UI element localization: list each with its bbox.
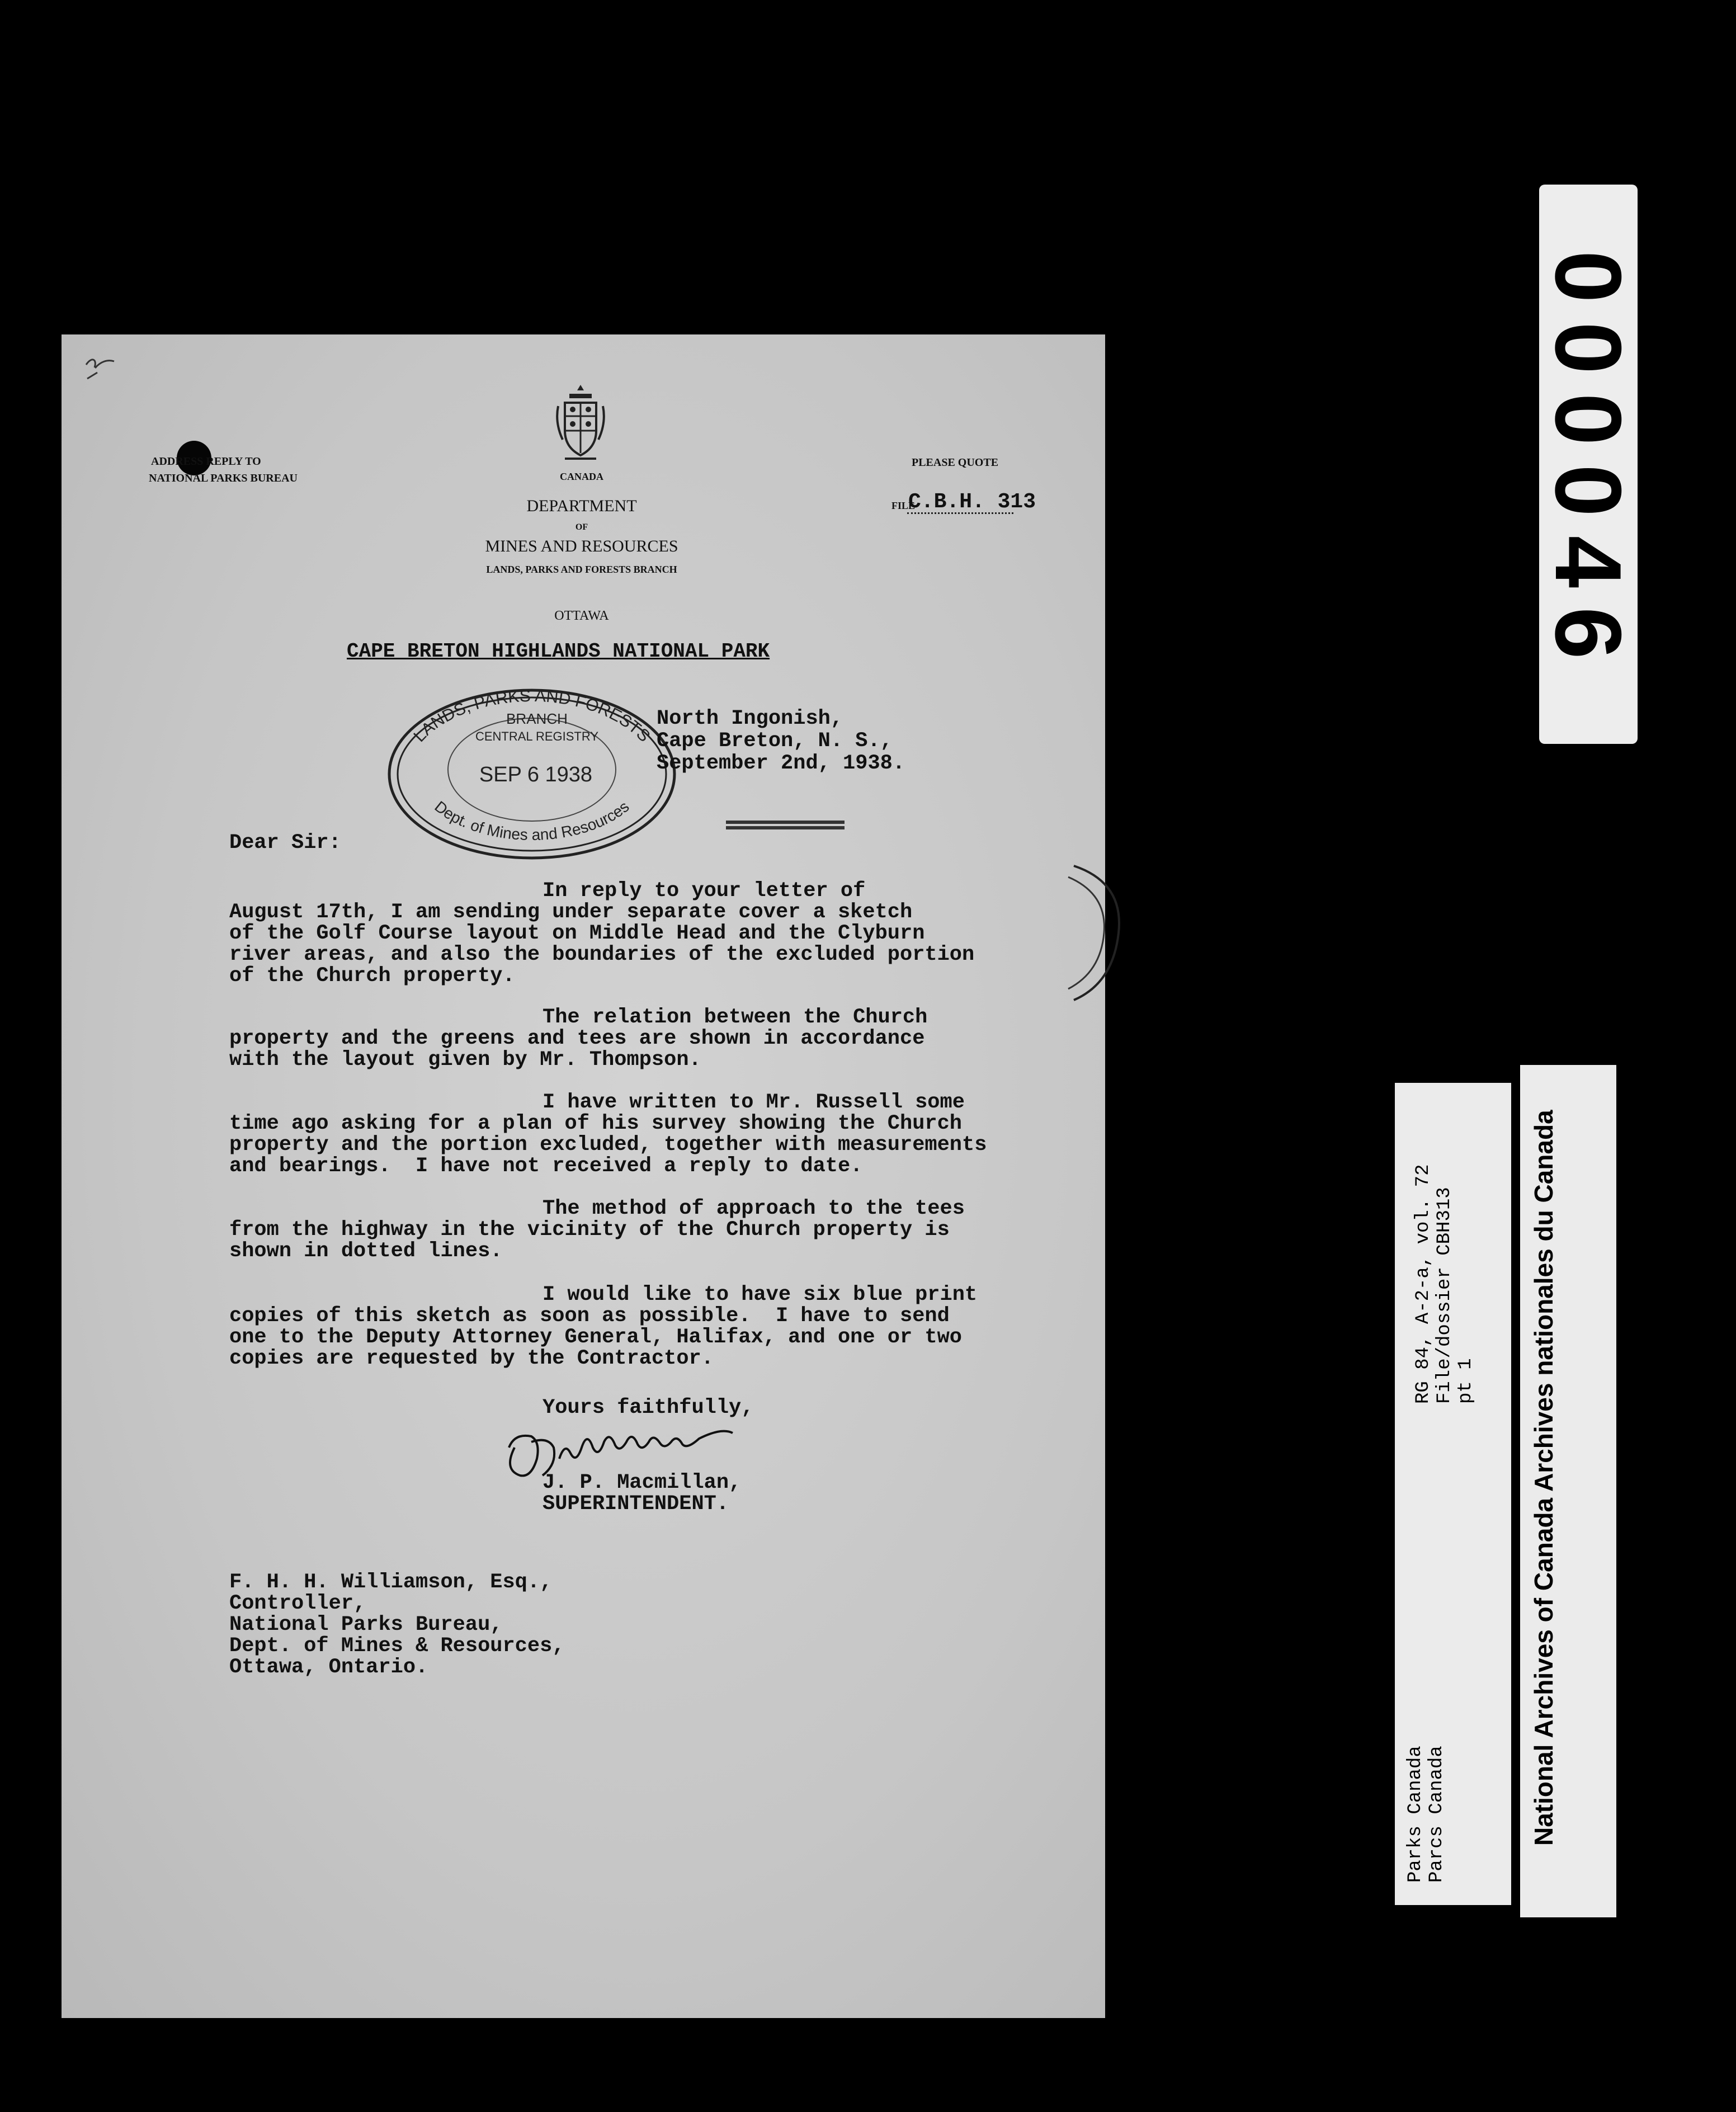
edge-partial-stamp (1063, 855, 1124, 1011)
para3-line: and bearings. I have not received a reply to date. (229, 1154, 863, 1178)
header-city: OTTAWA (554, 609, 609, 623)
para1-line: river areas, and also the boundaries of the excluded portion (229, 943, 975, 967)
coat-of-arms-icon (553, 381, 608, 465)
struck-out-scrawl (724, 814, 847, 831)
para5-line: copies are requested by the Contractor. (229, 1347, 714, 1370)
para5-line: copies of this sketch as soon as possible. I have to send (229, 1304, 950, 1328)
archive-agency-text: Parks Canada Parcs Canada (1405, 1746, 1447, 1883)
address-reply-bureau: NATIONAL PARKS BUREAU (149, 472, 298, 484)
letter-page (62, 334, 1105, 2018)
para3-line: property and the portion excluded, together with measurements (229, 1133, 987, 1157)
para1-line: August 17th, I am sending under separate cover a sketch (229, 901, 913, 924)
file-label: FILE (891, 500, 916, 511)
header-of: OF (575, 522, 588, 532)
park-title: CAPE BRETON HIGHLANDS NATIONAL PARK (347, 640, 770, 663)
para2-line: The relation between the Church (542, 1006, 928, 1029)
please-quote-label: PLEASE QUOTE (912, 456, 999, 469)
header-department: DEPARTMENT (526, 497, 637, 515)
address-reply-line: ADDRESS REPLY TO (151, 455, 261, 468)
recipient-line: Controller, (229, 1592, 366, 1615)
recipient-line: Ottawa, Ontario. (229, 1656, 428, 1679)
para2-line: with the layout given by Mr. Thompson. (229, 1048, 701, 1072)
header-mines-resources: MINES AND RESOURCES (485, 537, 678, 555)
file-dotted-line (907, 512, 1013, 514)
para3-line: time ago asking for a plan of his survey showing the Church (229, 1112, 963, 1135)
stamp-date: SEP 6 1938 (479, 763, 593, 786)
salutation: Dear Sir: (229, 831, 341, 855)
place-line-1: North Ingonish, (657, 707, 843, 730)
svg-text:Dept. of Mines and Resources (431, 798, 632, 843)
stamp-registry: CENTRAL REGISTRY (475, 729, 599, 743)
para2-line: property and the greens and tees are shown in accordance (229, 1027, 925, 1050)
recipient-line: Dept. of Mines & Resources, (229, 1634, 565, 1658)
header-branch: LANDS, PARKS AND FORESTS BRANCH (486, 564, 677, 575)
frame-number: 000046 (1536, 250, 1641, 678)
margin-pencil-mark (75, 348, 120, 393)
stamp-arc-bottom: Dept. of Mines and Resources (431, 798, 633, 843)
place-line-2: Cape Breton, N. S., (657, 729, 893, 753)
para1-line: of the Golf Course layout on Middle Head and the Clyburn (229, 922, 925, 945)
para4-line: from the highway in the vicinity of the Church property is (229, 1218, 950, 1242)
file-number: C.B.H. 313 (908, 490, 1036, 514)
para5-line: one to the Deputy Attorney General, Halifax, and one or two (229, 1326, 963, 1349)
closing: Yours faithfully, (542, 1396, 754, 1420)
archives-institution-text: National Archives of Canada Archives nationales du Canada (1529, 1110, 1558, 1846)
para4-line: The method of approach to the tees (542, 1197, 965, 1220)
para1-line: of the Church property. (229, 964, 515, 988)
stamp-branch: BRANCH (506, 710, 568, 727)
recipient-line: National Parks Bureau, (229, 1613, 503, 1637)
signer-title: SUPERINTENDENT. (542, 1492, 729, 1516)
recipient-line: F. H. H. Williamson, Esq., (229, 1571, 553, 1594)
header-canada: CANADA (560, 471, 603, 482)
para5-line: I would like to have six blue print (542, 1283, 978, 1307)
archive-reference-text: RG 84, A-2-a, vol. 72 File/dossier CBH313 pt 1 (1413, 1164, 1476, 1404)
stamp-arc-top: LANDS, PARKS AND FORESTS (410, 686, 654, 746)
letter-date: September 2nd, 1938. (657, 752, 905, 775)
para4-line: shown in dotted lines. (229, 1239, 503, 1263)
para3-line: I have written to Mr. Russell some (542, 1091, 965, 1114)
para1-line: In reply to your letter of (542, 879, 866, 903)
signer-name: J. P. Macmillan, (542, 1471, 742, 1495)
